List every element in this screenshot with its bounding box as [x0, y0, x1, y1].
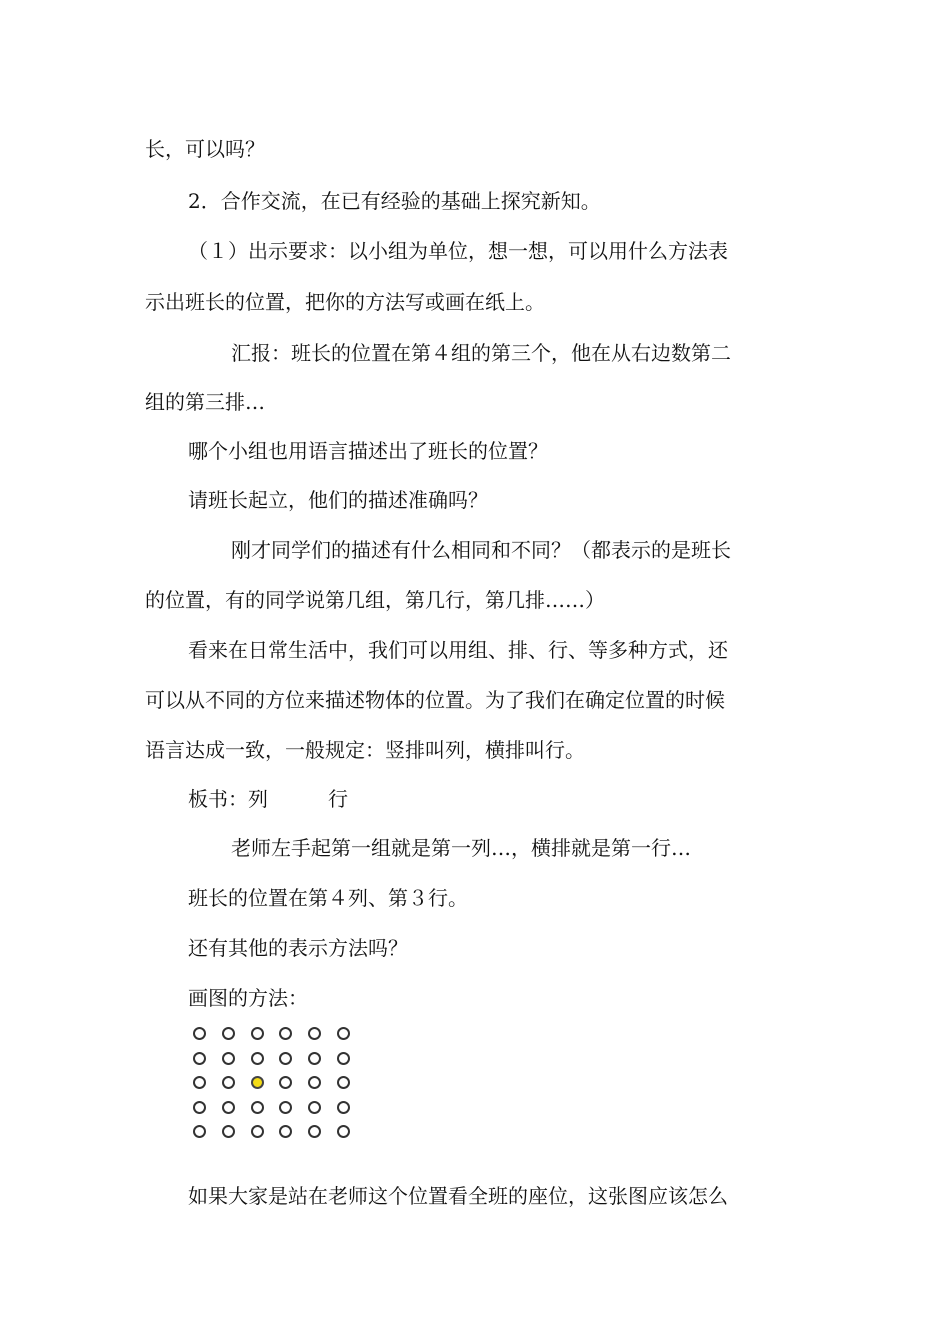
- seat-dot: [193, 1052, 206, 1065]
- seat-dot: [308, 1076, 321, 1089]
- seat-dot: [222, 1076, 235, 1089]
- seat-dot: [337, 1101, 350, 1114]
- text-line: 老师左手起第一组就是第一列…，横排就是第一行…: [231, 836, 691, 860]
- text-line: 语言达成一致，一般规定：竖排叫列，横排叫行。: [145, 738, 585, 762]
- seat-dot: [279, 1125, 292, 1138]
- seat-dot: [337, 1052, 350, 1065]
- seat-dot: [222, 1125, 235, 1138]
- text-line: 板书：列 行: [188, 787, 348, 811]
- seat-dot: [251, 1052, 264, 1065]
- seat-dot: [337, 1076, 350, 1089]
- seat-dot-highlighted: [251, 1076, 264, 1089]
- seat-dot: [193, 1101, 206, 1114]
- text-line: 画图的方法：: [188, 986, 308, 1010]
- seat-dot: [193, 1076, 206, 1089]
- text-line: 请班长起立，他们的描述准确吗？: [188, 488, 488, 512]
- text-line: 的位置，有的同学说第几组，第几行，第几排……）: [145, 588, 605, 612]
- seat-dot: [193, 1027, 206, 1040]
- seat-dot: [308, 1027, 321, 1040]
- text-line: 示出班长的位置，把你的方法写或画在纸上。: [145, 290, 545, 314]
- seat-dot: [279, 1101, 292, 1114]
- seat-dot: [251, 1027, 264, 1040]
- seat-dot: [222, 1052, 235, 1065]
- seat-dot: [251, 1101, 264, 1114]
- seat-dot: [308, 1101, 321, 1114]
- seat-dot: [251, 1125, 264, 1138]
- seat-dot: [193, 1125, 206, 1138]
- text-line: 还有其他的表示方法吗？: [188, 936, 408, 960]
- seat-dot: [308, 1125, 321, 1138]
- seat-grid-diagram: [190, 1022, 360, 1152]
- text-line: 组的第三排…: [145, 390, 265, 414]
- seat-dot: [337, 1027, 350, 1040]
- text-line: 如果大家是站在老师这个位置看全班的座位，这张图应该怎么: [188, 1184, 728, 1208]
- seat-dot: [222, 1101, 235, 1114]
- seat-dot: [222, 1027, 235, 1040]
- text-line: （１）出示要求：以小组为单位，想一想，可以用什么方法表: [188, 239, 728, 263]
- text-line: 哪个小组也用语言描述出了班长的位置？: [188, 439, 548, 463]
- seat-dot: [279, 1076, 292, 1089]
- text-line: 汇报：班长的位置在第４组的第三个，他在从右边数第二: [231, 341, 731, 365]
- text-line: 2．合作交流，在已有经验的基础上探究新知。: [188, 189, 601, 213]
- seat-dot: [337, 1125, 350, 1138]
- text-line: 长，可以吗？: [145, 137, 265, 161]
- text-line: 班长的位置在第４列、第３行。: [188, 886, 468, 910]
- text-line: 刚才同学们的描述有什么相同和不同？（都表示的是班长: [231, 538, 731, 562]
- text-line: 可以从不同的方位来描述物体的位置。为了我们在确定位置的时候: [145, 688, 725, 712]
- text-line: 看来在日常生活中，我们可以用组、排、行、等多种方式，还: [188, 638, 728, 662]
- seat-dot: [279, 1027, 292, 1040]
- seat-dot: [308, 1052, 321, 1065]
- seat-dot: [279, 1052, 292, 1065]
